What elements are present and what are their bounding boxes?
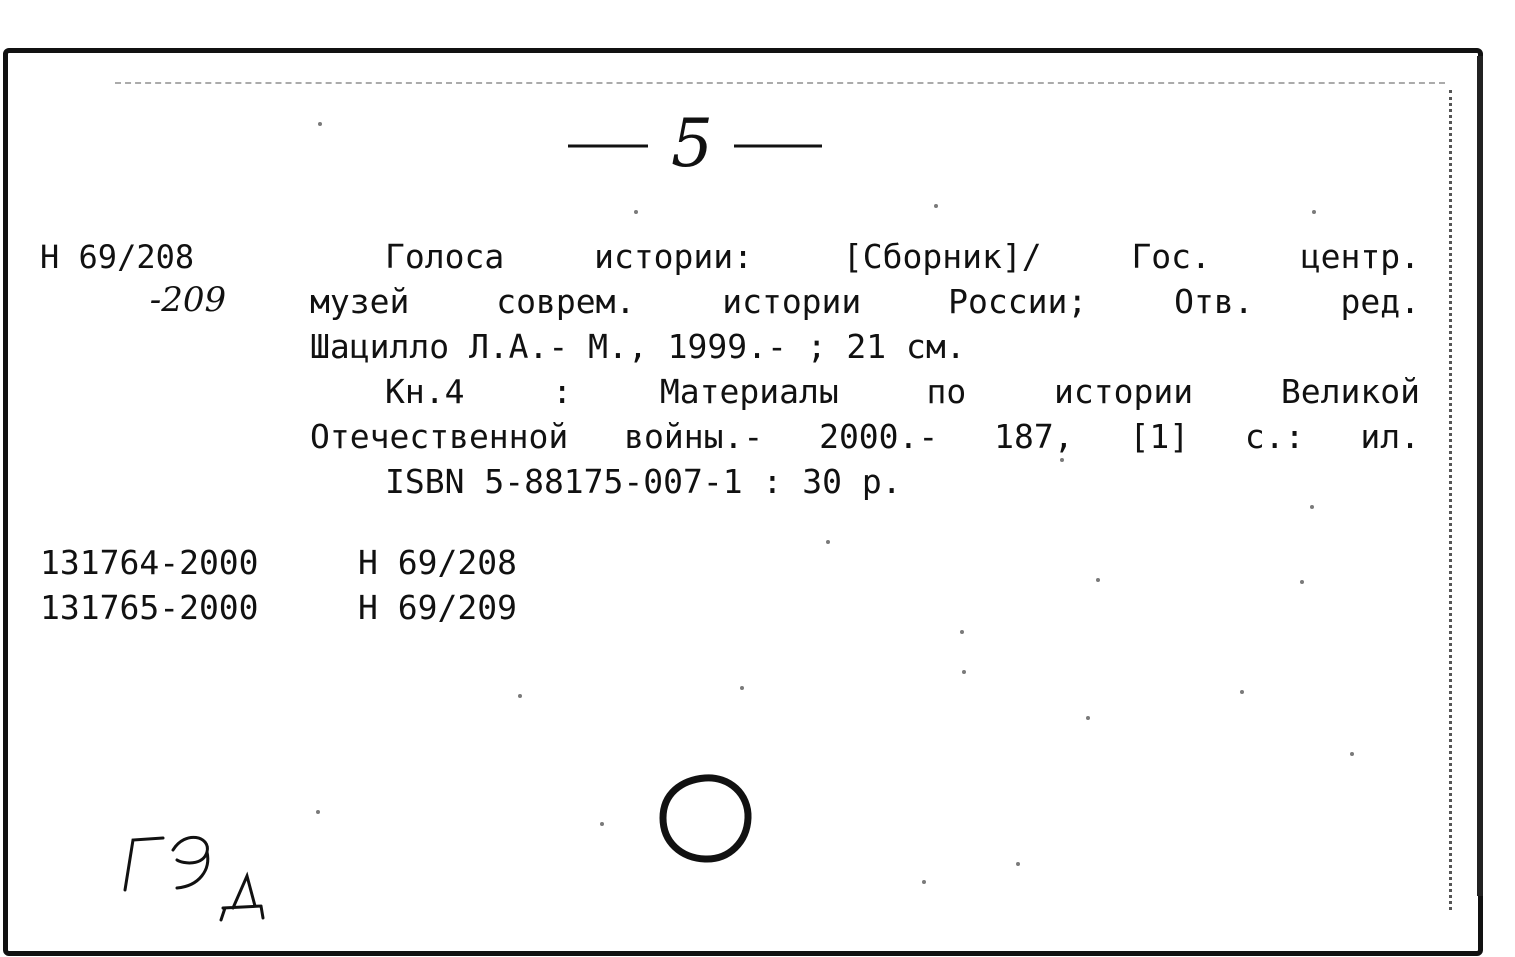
- punch-hole: [655, 772, 755, 866]
- inventory-number: 131765-2000: [40, 588, 259, 627]
- scan-speck: [934, 204, 938, 208]
- scan-speck: [1016, 862, 1020, 866]
- shelf-addition-text: -209: [149, 280, 227, 320]
- scan-speck: [1350, 752, 1354, 756]
- scan-speck: [826, 540, 830, 544]
- bibliographic-entry: [310, 234, 1420, 504]
- scan-speck: [1312, 210, 1316, 214]
- shelf-mark-handwritten-addition: [138, 275, 238, 325]
- holding-shelf-mark: Н 69/209: [358, 588, 517, 627]
- entry-line-responsibility: музей соврем. истории России; Отв. ред.: [310, 282, 1420, 321]
- scan-speck: [1096, 578, 1100, 582]
- right-dotted-edge: [1449, 90, 1452, 910]
- card-edge-shadow: [1477, 56, 1483, 896]
- scan-speck: [318, 122, 322, 126]
- scan-speck: [962, 670, 966, 674]
- scan-speck: [922, 880, 926, 884]
- entry-line-imprint: Шацилло Л.А.- М., 1999.- ; 21 см.: [310, 327, 966, 366]
- scan-speck: [740, 686, 744, 690]
- holding-row: [40, 585, 517, 630]
- entry-line-volume: Кн.4 : Материалы по истории Великой: [385, 372, 1420, 411]
- entry-line-volume-details: Отечественной войны.- 2000.- 187, [1] с.: ил.: [310, 417, 1420, 456]
- scan-speck: [518, 694, 522, 698]
- scan-speck: [1060, 458, 1064, 462]
- entry-line-title: Голоса истории: [Сборник]/ Гос. центр.: [385, 237, 1420, 276]
- scan-speck: [316, 810, 320, 814]
- scan-speck: [1300, 580, 1304, 584]
- inventory-number: 131764-2000: [40, 543, 259, 582]
- page-number-value: 5: [671, 108, 713, 178]
- scan-speck: [1310, 505, 1314, 509]
- entry-line-isbn: ISBN 5-88175-007-1 : 30 р.: [385, 462, 902, 501]
- holding-row: [40, 540, 517, 585]
- scan-speck: [600, 822, 604, 826]
- scan-speck: [1086, 716, 1090, 720]
- scan-speck: [1240, 690, 1244, 694]
- scan-speck: [634, 210, 638, 214]
- scan-speck: [960, 630, 964, 634]
- holding-shelf-mark: Н 69/208: [358, 543, 517, 582]
- holdings-list: [40, 540, 517, 630]
- page-number-handwritten: [566, 108, 826, 178]
- handwritten-code: [115, 828, 285, 928]
- top-dashed-rule: [115, 82, 1445, 84]
- shelf-mark: Н 69/208: [40, 238, 195, 276]
